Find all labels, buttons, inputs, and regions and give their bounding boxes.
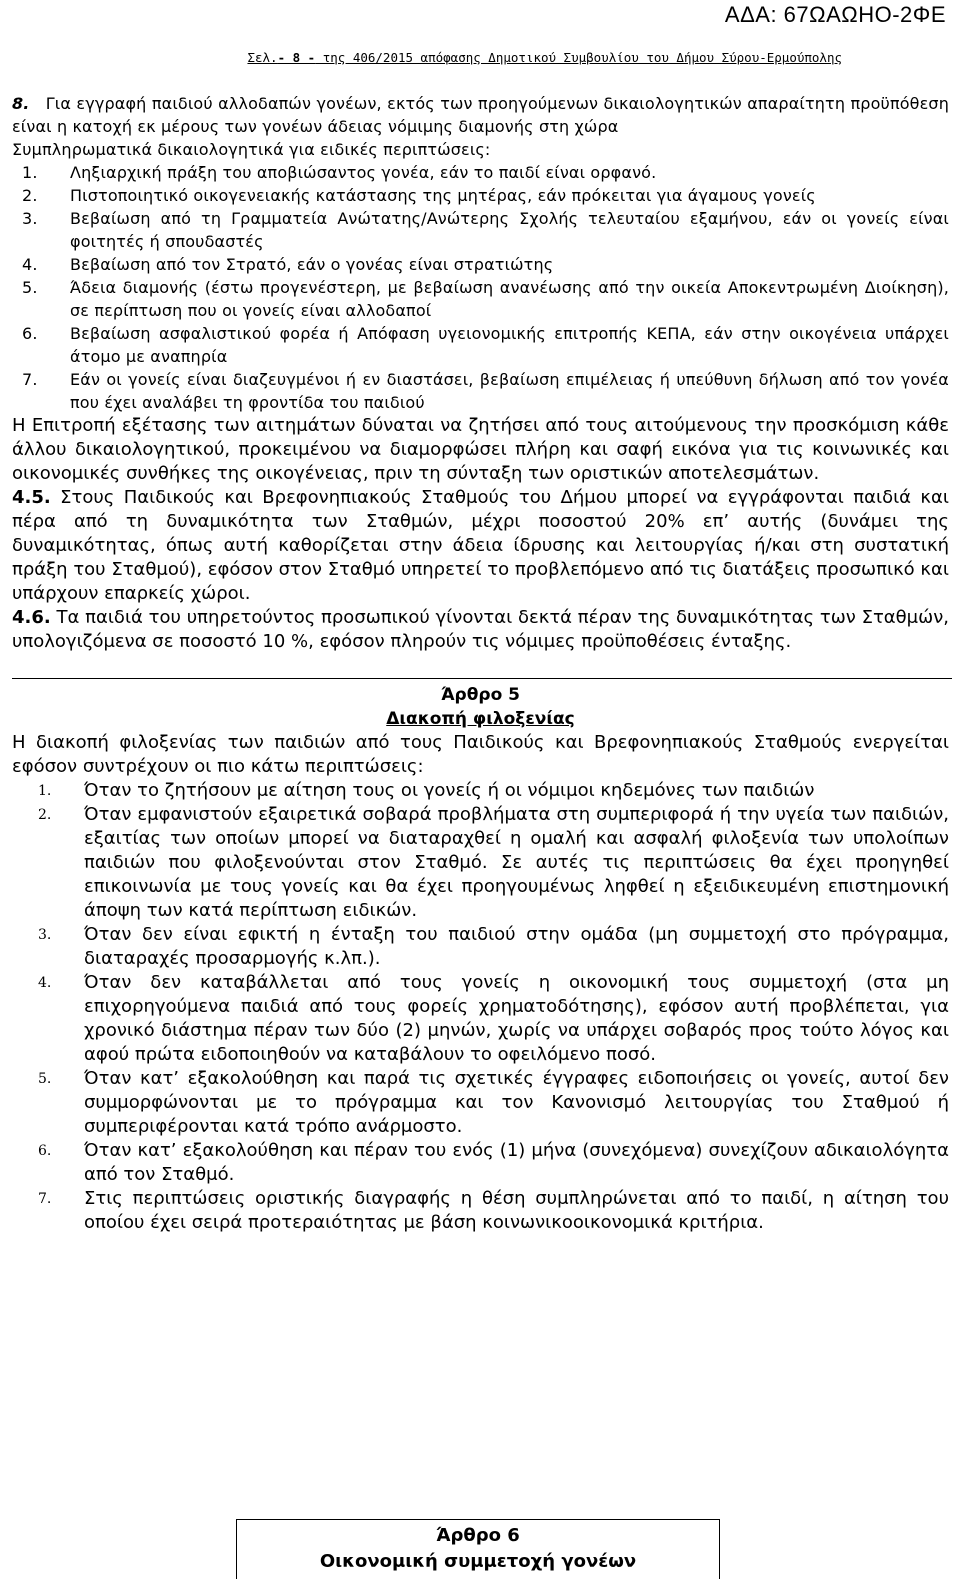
committee-paragraph: Η Επιτροπή εξέτασης των αιτημάτων δύναται να ζητήσει από τους αιτούμενους την προσκόμιση κάθε άλλου δικαιολογητικού, προκειμένου να διαμορφώσει πλήρη και σαφή εικόνα για τις κοινωνικές και οικονομικές συνθήκες της οικογένειας, πριν τη σύνταξη των οριστικών αποτελεσμάτων. [12, 415, 949, 484]
article-6-box [236, 1519, 720, 1579]
list-item-number: 5. [38, 1071, 52, 1087]
list-item [12, 253, 949, 276]
list-item-number: 7. [22, 370, 38, 389]
article-6-subtitle: Οικονομική συμμετοχή γονέων [319, 1551, 637, 1572]
supplementary-title: Συμπληρωματικά δικαιολογητικά για ειδικές περιπτώσεις: [12, 140, 491, 159]
header-page-number: - 8 - [277, 50, 316, 65]
list-item [12, 1139, 949, 1187]
list-item [12, 971, 949, 1067]
list-item [12, 184, 949, 207]
list-item [12, 779, 949, 803]
paragraph-4-5-text: Στους Παιδικούς και Βρεφονηπιακούς Σταθμούς του Δήμου μπορεί να εγγράφονται παιδιά και πέρα από τη δυναμικότητα των Σταθμών, μέχρι ποσοστού 20% επ’ αυτής (δυνάμει της δυναμικότητας, όπως αυτή καθορίζεται στην άδεια ίδρυσης και λειτουργίας ή/και στη συστατική πράξη του Σταθμού), εφόσον στον Σταθμό υπηρετεί το προβλεπόμενο από τις διατάξεις προσωπικό και υπάρχουν επαρκείς χώροι. [12, 487, 949, 604]
list-item-text: Όταν δεν καταβάλλεται από τους γονείς η οικονομική τους συμμετοχή (στα μη επιχορηγούμενα παιδιά από τους φορείς χρηματοδότησης), εφόσον αυτή προβλέπεται, για χρονικό διάστημα πέραν των δύο (2) μηνών, χωρίς να υπάρχει σοβαρός προς τούτο λόγος και αφού πρώτα ειδοποιηθούν να καταβάλουν το οφειλόμενο ποσό. [84, 972, 949, 1065]
header-rest: της 406/2015 απόφασης Δημοτικού Συμβουλίου του Δήμου Σύρου-Ερμούπολης [315, 50, 842, 65]
list-item-text: Όταν δεν είναι εφικτή η ένταξη του παιδιού στην ομάδα (μη συμμετοχή στο πρόγραμμα, διαταραχές προσαρμογής κ.λπ.). [84, 924, 949, 969]
header-prefix: Σελ. [247, 50, 278, 65]
list-item-number: 5. [22, 278, 38, 297]
paragraph-4-6 [12, 606, 949, 654]
list-item-text: Πιστοποιητικό οικογενειακής κατάστασης της μητέρας, εάν πρόκειται για άγαμους γονείς [70, 186, 816, 205]
list-item-text: Όταν κατ’ εξακολούθηση και παρά τις σχετικές έγγραφες ειδοποιήσεις οι γονείς, αυτοί δεν συμμορφώνονται με το πρόγραμμα και τον Κανονισμό λειτουργίας του Σταθμού ή συμπεριφέρονται κατά τρόπο ανάρμοστο. [84, 1068, 949, 1137]
list-item-text: Εάν οι γονείς είναι διαζευγμένοι ή εν διαστάσει, βεβαίωση επιμέλειας ή υπεύθυνη δήλωση από τον γονέα που έχει αναλάβει τη φροντίδα του παιδιού [70, 370, 949, 412]
list-item [12, 207, 949, 253]
list-item-number: 2. [22, 186, 38, 205]
document-body [12, 92, 949, 1235]
page-header [247, 50, 842, 65]
ada-code: ΑΔΑ: 67ΩΑΩΗΟ-2ΦΕ [724, 2, 946, 27]
list-item-text: Ληξιαρχική πράξη του αποβιώσαντος γονέα, εάν το παιδί είναι ορφανό. [70, 163, 657, 182]
list-item-number: 1. [22, 163, 38, 182]
list-item-text: Όταν εμφανιστούν εξαιρετικά σοβαρά προβλήματα στη συμπεριφορά ή την υγεία των παιδιών, εξαιτίας των οποίων μπορεί να διαταραχθεί η ομαλή και ασφαλή φιλοξενία των υπολοίπων παιδιών που φιλοξενούνται στον Σταθμό. Σε αυτές τις περιπτώσεις θα έχει προηγηθεί επικοινωνία με τους γονείς και θα έχει προηγουμένως ληφθεί η εξειδικευμένη επιστημονική άποψη των κατά περίπτωση ειδικών. [84, 804, 949, 921]
list-item-number: 4. [22, 255, 38, 274]
list-item-text: Βεβαίωση από τη Γραμματεία Ανώτατης/Ανώτερης Σχολής τελευταίου εξαμήνου, εάν οι γονείς είναι φοιτητές ή σπουδαστές [70, 209, 949, 251]
point-8 [12, 92, 949, 138]
list-item [12, 923, 949, 971]
paragraph-4-6-number: 4.6. [12, 607, 51, 628]
list-item-number: 2. [38, 807, 52, 823]
article-5-title: Άρθρο 5 [441, 685, 520, 705]
list-item-number: 1. [38, 783, 52, 799]
list-item [12, 322, 949, 368]
point-8-text: Για εγγραφή παιδιού αλλοδαπών γονέων, εκτός των προηγούμενων δικαιολογητικών απαραίτητη προϋπόθεση είναι η κατοχή εκ μέρους των γονέων άδειας νόμιμης διαμονής στη χώρα [12, 94, 949, 136]
list-item-number: 3. [22, 209, 38, 228]
list-item-text: Άδεια διαμονής (έστω προγενέστερη, με βεβαίωση ανανέωσης από την οικεία Αποκεντρωμένη Διοίκηση), σε περίπτωση που οι γονείς είναι αλλοδαποί [70, 278, 949, 320]
list-item [12, 276, 949, 322]
list-item-number: 4. [38, 975, 52, 991]
paragraph-4-5 [12, 486, 949, 606]
point-8-number: 8. [12, 94, 30, 113]
article-5-list [12, 779, 949, 1235]
list-item-number: 7. [38, 1191, 52, 1207]
article-5-subtitle: Διακοπή φιλοξενίας [386, 709, 575, 729]
article-6-title: Άρθρο 6 [436, 1525, 520, 1546]
list-item [12, 803, 949, 923]
section-divider [12, 678, 952, 679]
list-item-number: 6. [38, 1143, 52, 1159]
list-item-text: Βεβαίωση ασφαλιστικού φορέα ή Απόφαση υγειονομικής επιτροπής ΚΕΠΑ, εάν στην οικογένεια υπάρχει άτομο με αναπηρία [70, 324, 949, 366]
list-item-text: Βεβαίωση από τον Στρατό, εάν ο γονέας είναι στρατιώτης [70, 255, 554, 274]
list-item-text: Όταν το ζητήσουν με αίτηση τους οι γονείς ή οι νόμιμοι κηδεμόνες των παιδιών [84, 780, 815, 801]
list-item-number: 6. [22, 324, 38, 343]
paragraph-4-5-number: 4.5. [12, 487, 51, 508]
list-item [12, 161, 949, 184]
list-item [12, 368, 949, 414]
article-5-intro: Η διακοπή φιλοξενίας των παιδιών από τους Παιδικούς και Βρεφονηπιακούς Σταθμούς ενεργείται εφόσον συντρέχουν οι πιο κάτω περιπτώσεις: [12, 732, 949, 777]
requirements-section [12, 92, 949, 414]
list-item-text: Στις περιπτώσεις οριστικής διαγραφής η θέση συμπληρώνεται από το παιδί, η αίτηση του οποίου έχει σειρά προτεραιότητας με βάση κοινωνικοοικονομικά κριτήρια. [84, 1188, 949, 1233]
paragraph-4-6-text: Τα παιδιά του υπηρετούντος προσωπικού γίνονται δεκτά πέραν της δυναμικότητας των Σταθμών, υπολογιζόμενα σε ποσοστό 10 %, εφόσον πληρούν τις νόμιμες προϋποθέσεις ένταξης. [12, 607, 949, 652]
supplementary-list [12, 161, 949, 414]
list-item-text: Όταν κατ’ εξακολούθηση και πέραν του ενός (1) μήνα (συνεχόμενα) συνεχίζουν αδικαιολόγητα από τον Σταθμό. [84, 1140, 949, 1185]
list-item [12, 1067, 949, 1139]
list-item [12, 1187, 949, 1235]
list-item-number: 3. [38, 927, 52, 943]
